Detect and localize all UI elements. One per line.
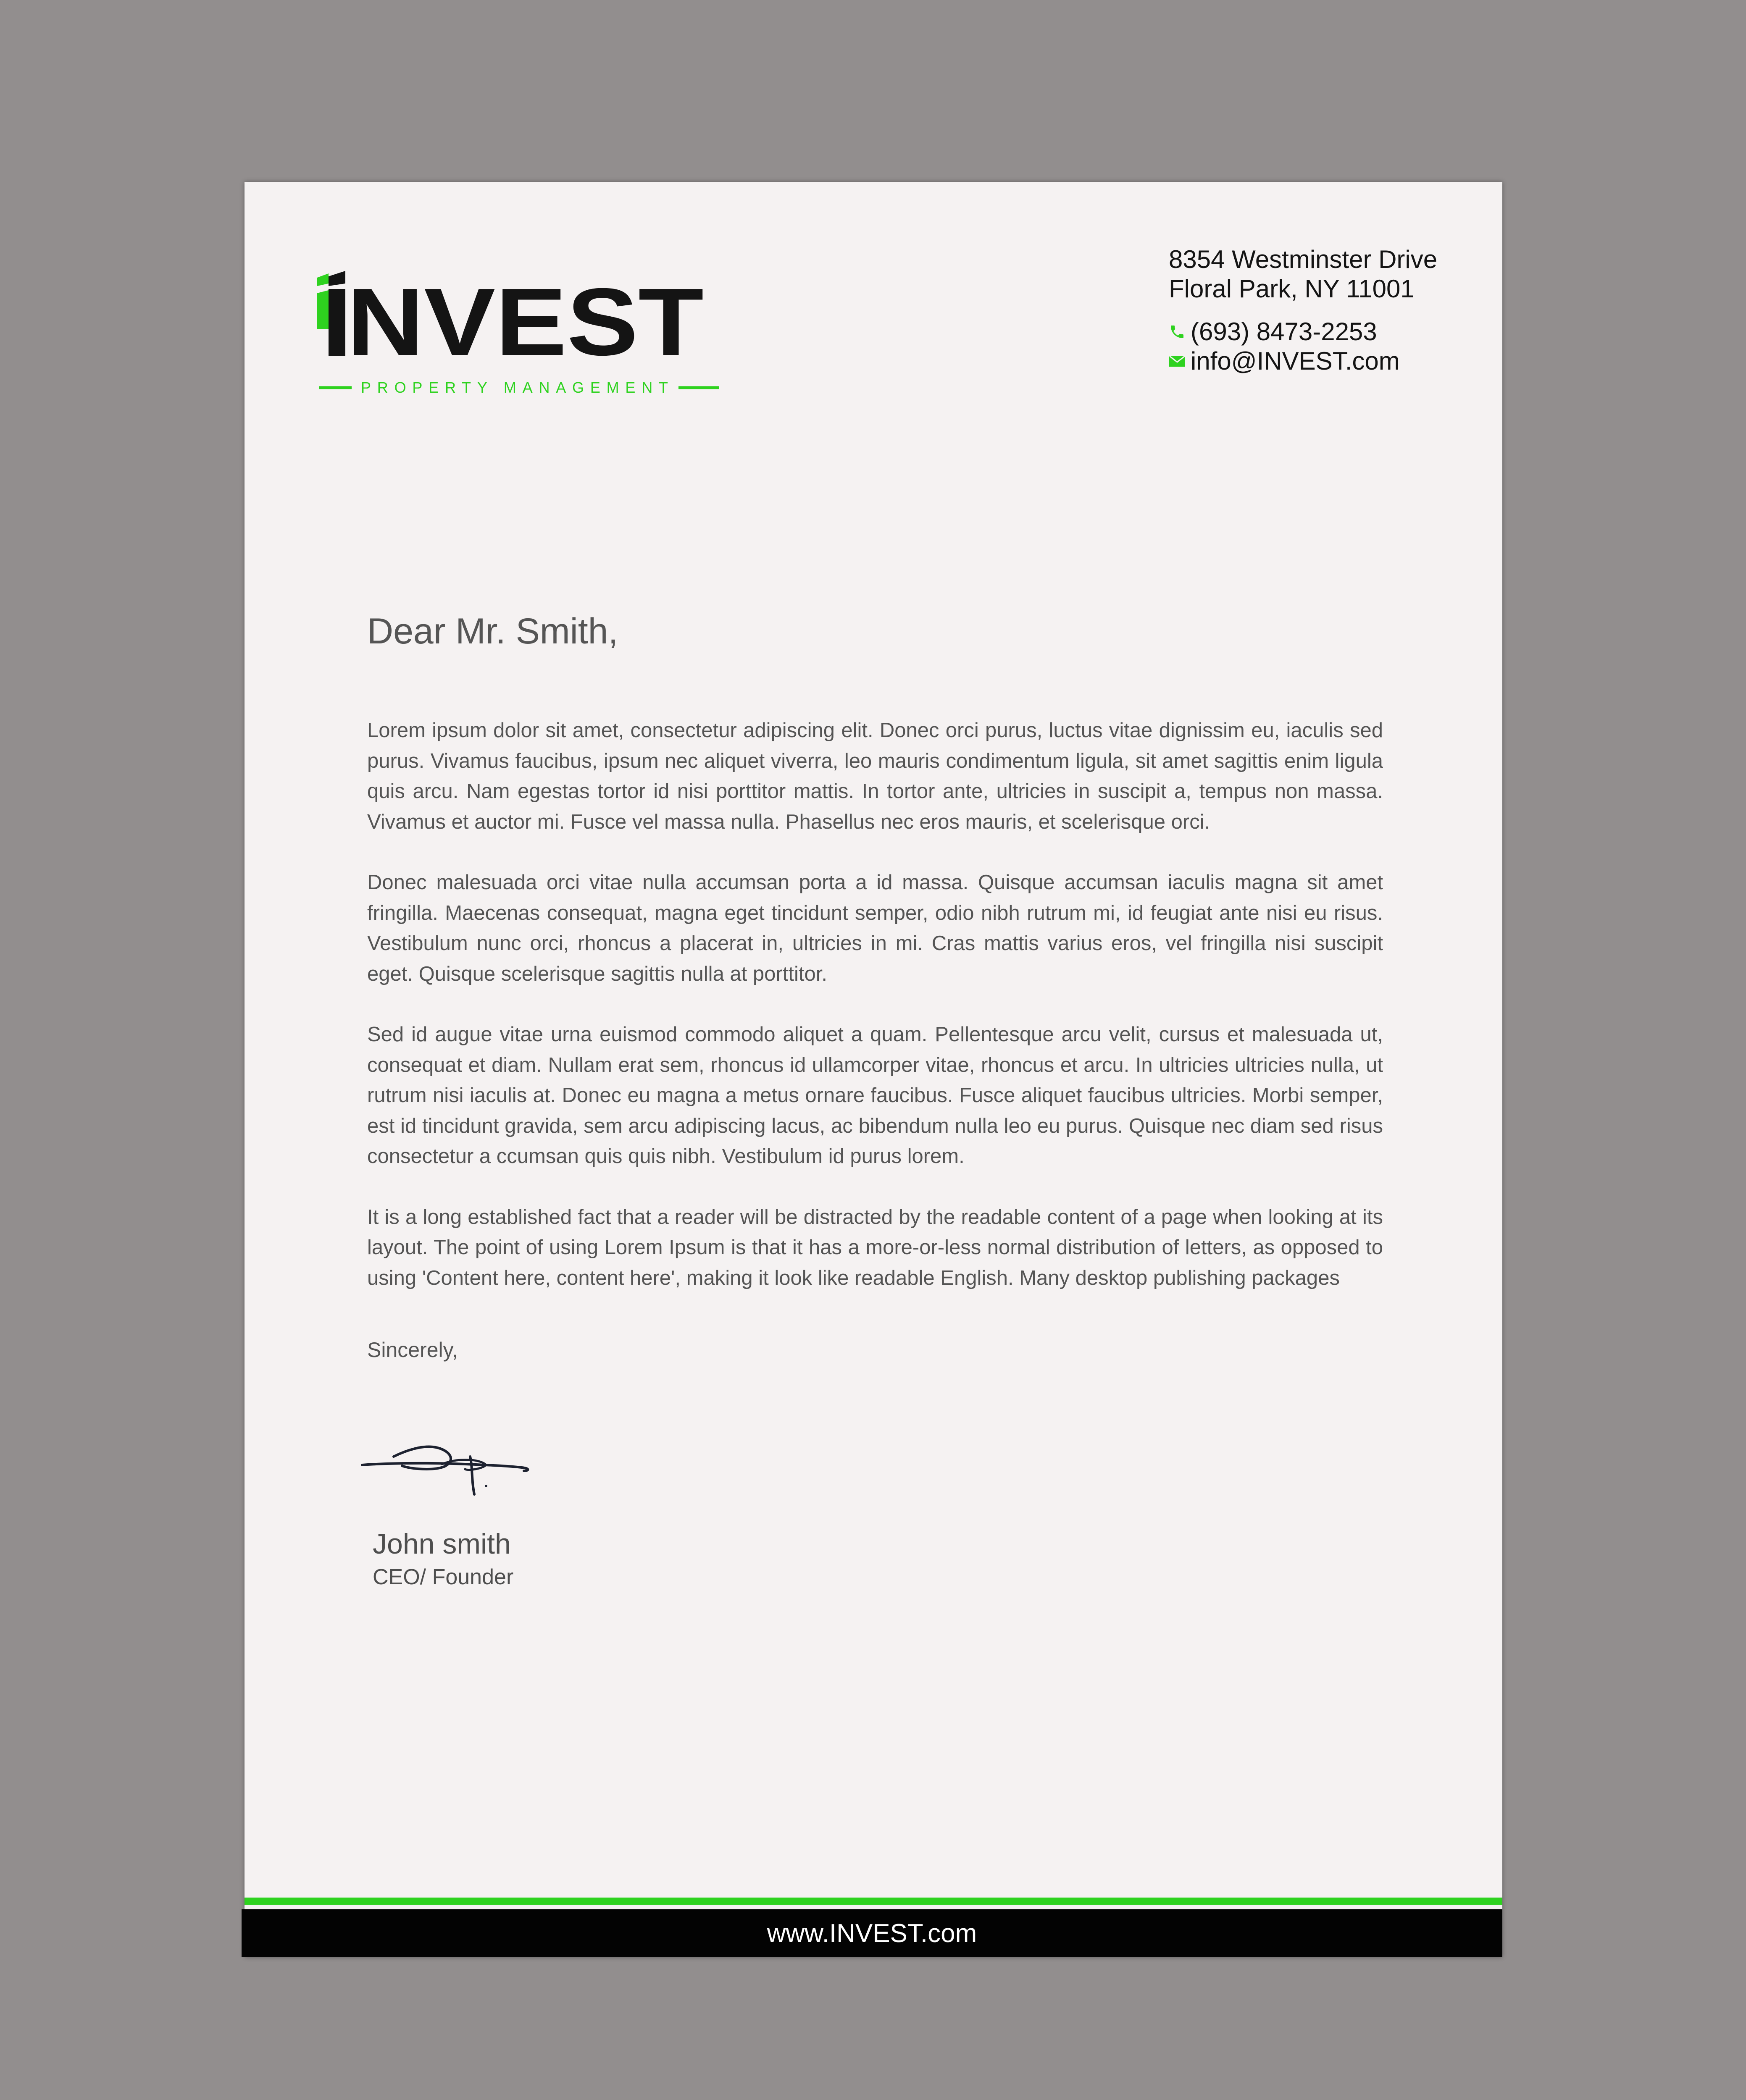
address-line1: 8354 Westminster Drive xyxy=(1169,245,1438,273)
company-logo xyxy=(310,262,738,396)
body-paragraph-1: Lorem ipsum dolor sit amet, consectetur adipiscing elit. Donec orci purus, luctus vitae dignissim eu, iaculis sed purus. Vivamus faucibus, ipsum nec aliquet viverra, leo mauris condimentum ligula, sit amet sagittis enim ligula quis arcu. Nam egestas tortor id nisi porttitor mattis. In tortor ante, ultricies in suscipit a, tempus non massa. Vivamus et auctor mi. Fusce vel massa nulla. Phasellus nec eros mauris, et scelerisque orci. xyxy=(367,719,1383,833)
salutation: Dear Mr. Smith, xyxy=(367,611,618,651)
body-paragraph-4: It is a long established fact that a reader will be distracted by the readable content of a page when looking at its layout. The point of using Lorem Ipsum is that it has a more-or-less normal distribution of letters, as opposed to using 'Content here, content here', making it look like readable English. Many desktop publishing packages xyxy=(367,1205,1383,1289)
signer-name: John smith xyxy=(373,1528,511,1560)
email-address[interactable]: info@INVEST.com xyxy=(1191,347,1400,375)
website-link[interactable]: www.INVEST.com xyxy=(767,1919,977,1948)
svg-text:PROPERTY MANAGEMENT: PROPERTY MANAGEMENT xyxy=(361,379,672,396)
envelope-icon xyxy=(1169,350,1191,372)
svg-text:NVEST: NVEST xyxy=(347,269,704,375)
footer-accent-bar xyxy=(245,1898,1502,1905)
body-paragraph-2: Donec malesuada orci vitae nulla accumsan porta a id massa. Quisque accumsan iaculis magna sit amet fringilla. Maecenas consequat, magna eget tincidunt semper, odio nibh rutrum mi, id feugiat ante nisi eu risus. Vestibulum nunc orci, rhoncus a placerat in, ultricies in mi. Cras mattis varius eros, vel fringilla nisi suscipit eget. Quisque scelerisque sagittis nulla at porttitor. xyxy=(367,871,1383,985)
phone-icon xyxy=(1169,321,1191,343)
body-paragraph-3: Sed id augue vitae urna euismod commodo aliquet a quam. Pellentesque arcu velit, cursus et malesuada ut, consequat et diam. Nullam erat sem, rhoncus id ullamcorper vitae, rhoncus et arcu. In ultricies ultricies nulla, ut rutrum nisi iaculis at. Donec eu magna a metus ornare faucibus. Fusce aliquet faucibus ultricies. Morbi semper, est id tincidunt gravida, sem arcu adipiscing lacus, ac bibendum nulla leo eu purus. Quisque nec diam sed risus consectetur a ccumsan quis quis nibh. Vestibulum id purus lorem. xyxy=(367,1023,1383,1168)
signer-block xyxy=(373,1526,513,1592)
phone-number[interactable]: (693) 8473-2253 xyxy=(1191,318,1377,346)
address-line2: Floral Park, NY 11001 xyxy=(1169,275,1415,303)
footer-bar xyxy=(242,1909,1502,1957)
signer-title: CEO/ Founder xyxy=(373,1565,514,1589)
contact-block xyxy=(1169,245,1488,376)
letterhead-page xyxy=(245,182,1502,1957)
handwritten-signature xyxy=(360,1427,536,1499)
letter-body xyxy=(367,610,1383,1365)
closing: Sincerely, xyxy=(367,1338,458,1362)
